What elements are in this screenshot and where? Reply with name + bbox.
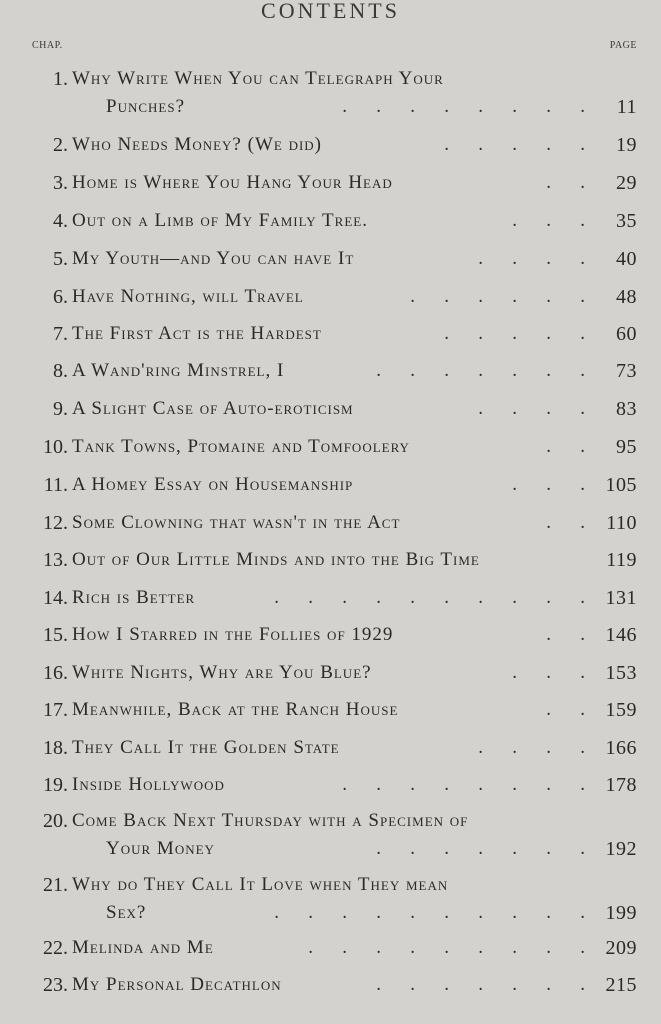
page-number: 95 [616,436,637,458]
leader-dot: . [410,974,415,995]
chapter-number: 7. [53,323,68,345]
leader-dot: . [274,902,279,923]
chapter-title-line [72,208,637,234]
leader-dot: . [478,398,483,419]
chapter-number: 6. [53,286,68,308]
chapter-title: A Homey Essay on Housemanship [72,474,354,495]
leader-dot: . [376,774,381,795]
leader-dot: . [376,587,381,608]
chapter-title: A Slight Case of Auto-eroticism [72,398,354,419]
page-column-header: PAGE [609,40,637,51]
leader-dot: . [410,937,415,958]
leader-dot: . [376,96,381,117]
leader-dot: . [308,587,313,608]
chapter-title-line [72,434,637,460]
page-number: 105 [605,474,637,496]
leader-dot: . [546,436,551,457]
leader-dot: . [546,474,551,495]
leader-dot: . [342,902,347,923]
leader-dot: . [512,662,517,683]
chapter-title-line [72,510,637,536]
leader-dot: . [546,587,551,608]
leader-dot: . [580,774,585,795]
leader-dot: . [546,512,551,533]
leader-dot: . [444,974,449,995]
chapter-number: 10. [43,436,68,458]
leader-dot: . [444,323,449,344]
chapter-title-continuation: Sex? [106,902,147,923]
chapter-title-line [72,735,637,761]
leader-dot: . [512,902,517,923]
chapter-title-line [72,472,637,498]
leader-dot: . [512,474,517,495]
chapter-title: They Call It the Golden State [72,737,340,758]
leader-dot: . [410,96,415,117]
chapter-title-continuation-line [106,836,637,862]
leader-dot: . [444,587,449,608]
chapter-column-header: CHAP. [32,40,63,51]
leader-dot: . [546,210,551,231]
chapter-number: 3. [53,172,68,194]
leader-dot: . [444,838,449,859]
contents-heading: CONTENTS [261,0,400,23]
chapter-title-line [72,321,637,347]
leader-dot: . [546,774,551,795]
chapter-title-continuation-line [106,900,637,926]
leader-dot: . [546,699,551,720]
chapter-title: How I Starred in the Follies of 1929 [72,624,394,645]
leader-dot: . [410,838,415,859]
chapter-title-line [72,697,637,723]
chapter-title-line [72,660,637,686]
chapter-title-line [72,396,637,422]
page-number: 73 [616,360,637,382]
chapter-title-line [72,585,637,611]
page-number: 153 [605,662,637,684]
chapter-number: 16. [43,662,68,684]
chapter-number: 23. [43,974,68,996]
page-number: 215 [605,974,637,996]
leader-dot: . [512,587,517,608]
chapter-title-continuation: Punches? [106,96,186,117]
leader-dot: . [376,838,381,859]
leader-dot: . [478,96,483,117]
chapter-title: Melinda and Me [72,937,214,958]
leader-dot: . [580,134,585,155]
leader-dot: . [580,172,585,193]
chapter-number: 13. [43,549,68,571]
chapter-title-line [72,170,637,196]
chapter-title-line [72,972,637,998]
leader-dot: . [512,974,517,995]
leader-dot: . [478,323,483,344]
leader-dot: . [376,902,381,923]
leader-dot: . [342,937,347,958]
leader-dot: . [444,902,449,923]
chapter-title: Tank Towns, Ptomaine and Tomfoolery [72,436,410,457]
chapter-number: 1. [53,68,68,90]
chapter-title: Come Back Next Thursday with a Specimen of [72,810,469,831]
leader-dot: . [478,737,483,758]
chapter-number: 15. [43,624,68,646]
leader-dot: . [580,624,585,645]
leader-dot: . [512,774,517,795]
leader-dot: . [580,96,585,117]
chapter-number: 22. [43,937,68,959]
leader-dot: . [376,974,381,995]
page-number: 166 [605,737,637,759]
chapter-title: Rich is Better [72,587,196,608]
chapter-title: Some Clowning that wasn't in the Act [72,512,401,533]
leader-dot: . [580,398,585,419]
leader-dot: . [512,838,517,859]
chapter-title: Who Needs Money? (We did) [72,134,322,155]
leader-dot: . [478,937,483,958]
page-number: 19 [616,134,637,156]
leader-dot: . [580,210,585,231]
leader-dot: . [512,323,517,344]
leader-dot: . [580,902,585,923]
leader-dot: . [410,587,415,608]
leader-dot: . [546,902,551,923]
leader-dot: . [478,838,483,859]
leader-dot: . [410,774,415,795]
leader-dot: . [580,587,585,608]
chapter-number: 5. [53,248,68,270]
chapter-number: 19. [43,774,68,796]
leader-dot: . [580,323,585,344]
chapter-title: Out on a Limb of My Family Tree. [72,210,368,231]
leader-dot: . [444,360,449,381]
leader-dot: . [546,248,551,269]
leader-dot: . [580,474,585,495]
leader-dot: . [512,248,517,269]
chapter-title-line [72,808,637,834]
leader-dot: . [478,974,483,995]
leader-dot: . [444,96,449,117]
page-number: 29 [616,172,637,194]
page-number: 60 [616,323,637,345]
leader-dot: . [478,248,483,269]
page-number: 199 [605,902,637,924]
leader-dot: . [478,774,483,795]
leader-dot: . [580,699,585,720]
chapter-title-continuation: Your Money [106,838,215,859]
leader-dot: . [308,902,313,923]
leader-dot: . [478,286,483,307]
leader-dot: . [580,512,585,533]
page-number: 83 [616,398,637,420]
leader-dot: . [478,134,483,155]
leader-dot: . [410,902,415,923]
page-number: 11 [616,96,637,118]
chapter-title-line [72,622,637,648]
leader-dot: . [512,96,517,117]
leader-dot: . [512,937,517,958]
page-number: 119 [606,549,637,571]
page-number: 40 [616,248,637,270]
chapter-title: My Youth—and You can have It [72,248,355,269]
chapter-title: Meanwhile, Back at the Ranch House [72,699,399,720]
chapter-title: My Personal Decathlon [72,974,282,995]
leader-dot: . [580,436,585,457]
leader-dot: . [580,838,585,859]
chapter-title-line [72,358,637,384]
chapter-number: 4. [53,210,68,232]
chapter-title-line [72,66,637,92]
chapter-title: Why Write When You can Telegraph Your [72,68,444,89]
leader-dot: . [410,286,415,307]
leader-dot: . [546,360,551,381]
chapter-title-line [72,132,637,158]
leader-dot: . [580,662,585,683]
leader-dot: . [546,974,551,995]
page-number: 110 [606,512,637,534]
leader-dot: . [376,937,381,958]
page-number: 178 [605,774,637,796]
leader-dot: . [546,323,551,344]
chapter-number: 11. [43,474,68,496]
leader-dot: . [546,134,551,155]
leader-dot: . [580,974,585,995]
chapter-number: 2. [53,134,68,156]
chapter-title-line [72,284,637,310]
leader-dot: . [342,774,347,795]
leader-dot: . [512,737,517,758]
leader-dot: . [546,172,551,193]
leader-dot: . [444,134,449,155]
leader-dot: . [546,96,551,117]
chapter-title: Inside Hollywood [72,774,225,795]
leader-dot: . [478,360,483,381]
chapter-number: 9. [53,398,68,420]
chapter-number: 20. [43,810,68,832]
leader-dot: . [512,360,517,381]
chapter-title-line [72,246,637,272]
leader-dot: . [580,737,585,758]
leader-dot: . [308,937,313,958]
page-number: 35 [616,210,637,232]
leader-dot: . [512,398,517,419]
leader-dot: . [580,360,585,381]
leader-dot: . [512,134,517,155]
leader-dot: . [546,737,551,758]
chapter-title: White Nights, Why are You Blue? [72,662,372,683]
leader-dot: . [342,96,347,117]
chapter-title: Home is Where You Hang Your Head [72,172,393,193]
chapter-title: A Wand'ring Minstrel, I [72,360,285,381]
chapter-title-line [72,872,637,898]
leader-dot: . [376,360,381,381]
chapter-title: The First Act is the Hardest [72,323,322,344]
chapter-title-continuation-line [106,94,637,120]
chapter-title-line [72,547,637,573]
leader-dot: . [580,248,585,269]
page-number: 192 [605,838,637,860]
leader-dot: . [478,587,483,608]
leader-dot: . [546,398,551,419]
page-number: 159 [605,699,637,721]
chapter-title-line [72,772,637,798]
page-number: 131 [605,587,637,609]
leader-dot: . [546,838,551,859]
leader-dot: . [512,210,517,231]
chapter-title: Out of Our Little Minds and into the Big Time [72,549,480,570]
leader-dot: . [444,286,449,307]
leader-dot: . [444,937,449,958]
chapter-number: 21. [43,874,68,896]
chapter-number: 14. [43,587,68,609]
leader-dot: . [512,286,517,307]
leader-dot: . [580,937,585,958]
leader-dot: . [478,902,483,923]
page-number: 48 [616,286,637,308]
leader-dot: . [546,286,551,307]
leader-dot: . [546,937,551,958]
page-number: 146 [605,624,637,646]
leader-dot: . [546,624,551,645]
leader-dot: . [342,587,347,608]
leader-dot: . [580,286,585,307]
leader-dot: . [546,662,551,683]
page-number: 209 [605,937,637,959]
chapter-title-line [72,935,637,961]
chapter-title: Why do They Call It Love when They mean [72,874,449,895]
chapter-number: 12. [43,512,68,534]
chapter-number: 17. [43,699,68,721]
chapter-number: 8. [53,360,68,382]
leader-dot: . [410,360,415,381]
chapter-title: Have Nothing, will Travel [72,286,304,307]
leader-dot: . [274,587,279,608]
chapter-number: 18. [43,737,68,759]
leader-dot: . [444,774,449,795]
